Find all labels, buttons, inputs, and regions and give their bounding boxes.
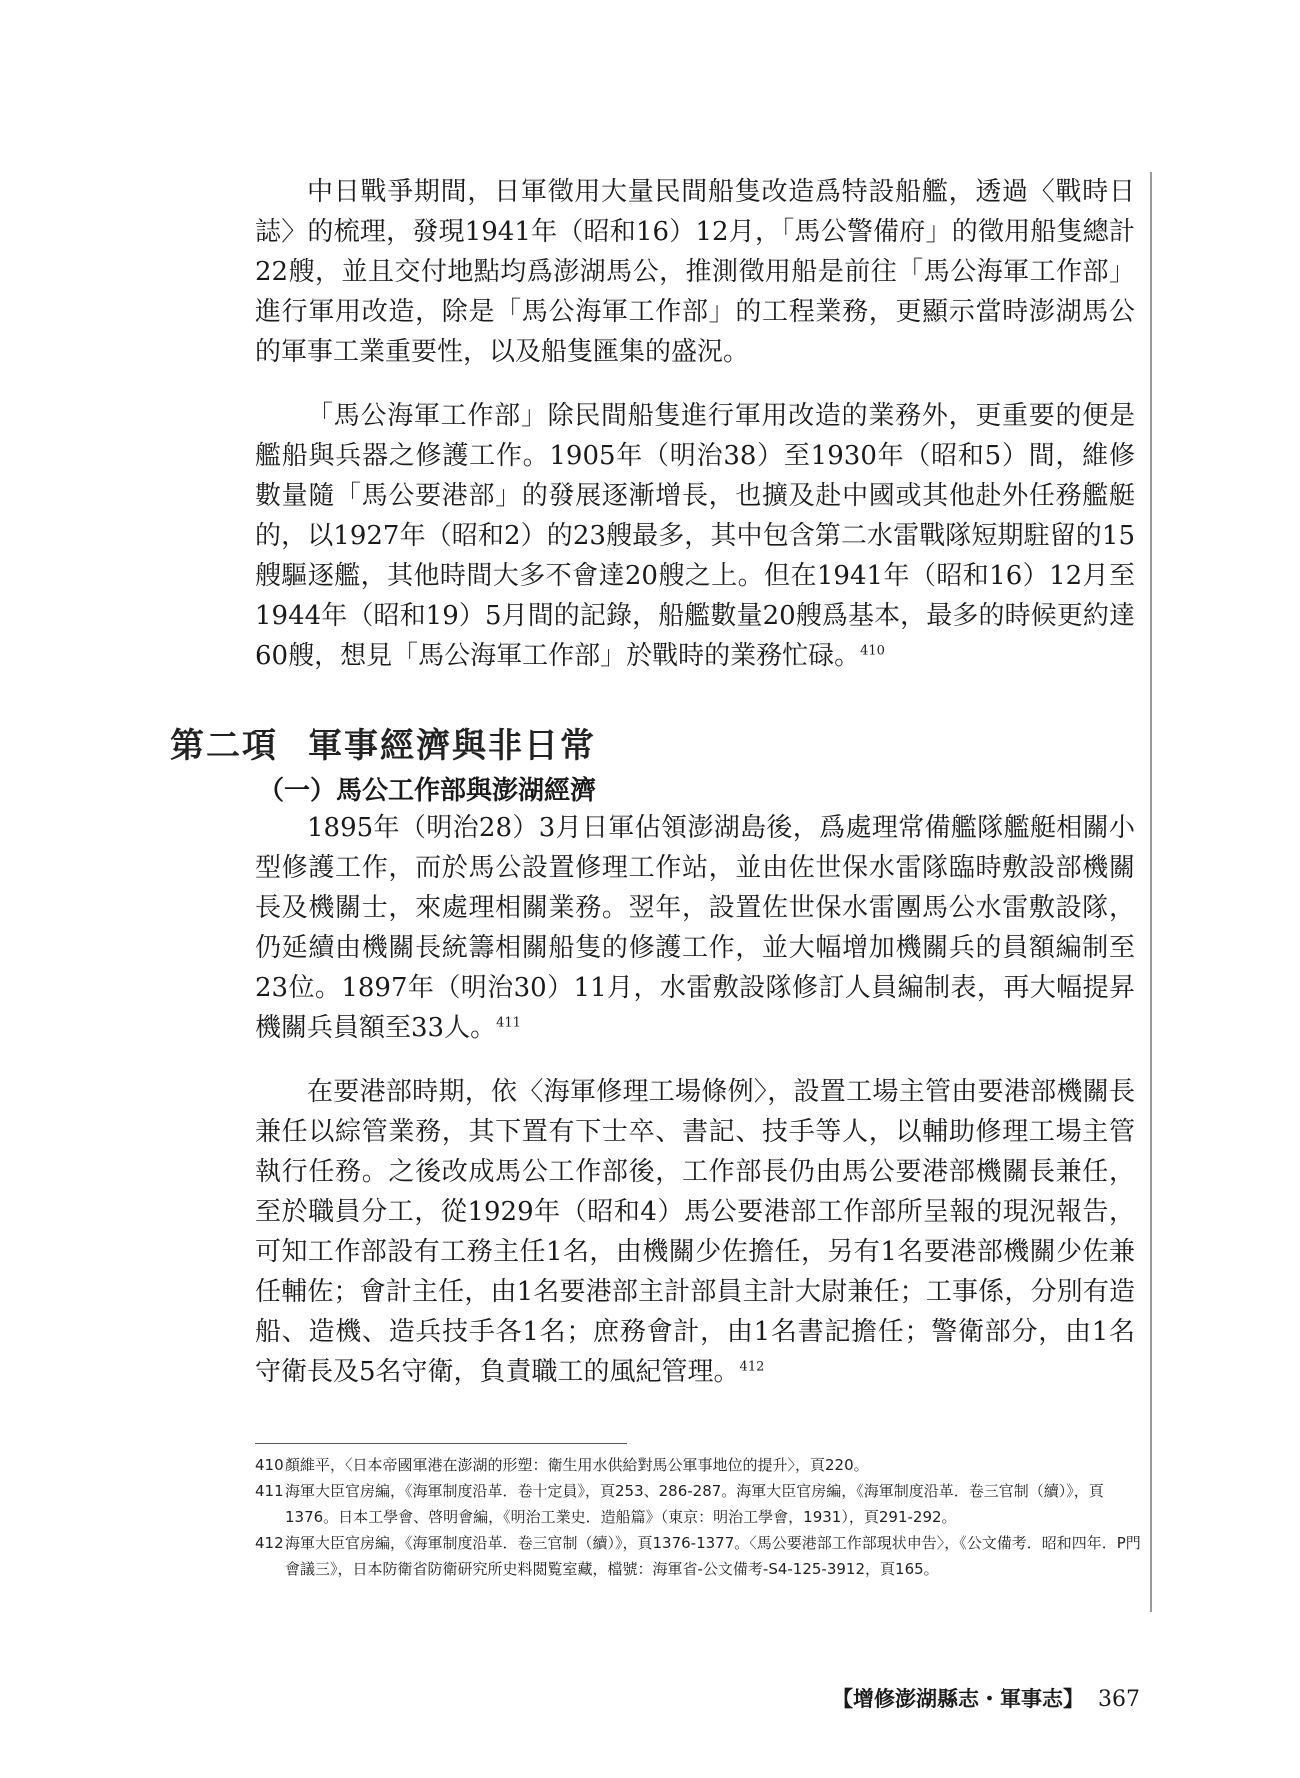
footnote-text: 海軍大臣官房編，《海軍制度沿革．卷十定員》，頁253、286-287。海軍大臣官房編，《海軍制度沿革．卷三官制（續）》，頁1376。日本工學會、啓明會編，《明治工業史．造船篇》（東京：明治工學會，1931），頁291-292。 <box>285 1482 1104 1526</box>
footnote-ref-412: 412 <box>739 1359 765 1375</box>
book-title: 【增修澎湖縣志・軍事志】 <box>832 1686 1084 1711</box>
margin-rule <box>1150 172 1152 1612</box>
paragraph-4 <box>255 1072 1135 1392</box>
footnote-number: 412 <box>255 1534 284 1552</box>
footnote-text: 海軍大臣官房編，《海軍制度沿革．卷三官制（續）》，頁1376-1377。〈馬公要港部工作部現状申告〉，《公文備考．昭和四年．P門會議三》，日本防衛省防衛研究所史料閲覧室藏，檔號：海軍省-公文備考-S4-125-3912，頁165。 <box>285 1534 1141 1578</box>
footnote-411 <box>255 1478 1145 1530</box>
subsection-heading: （一）馬公工作部與澎湖經濟 <box>258 776 597 806</box>
section-number: 第二項 <box>170 726 278 766</box>
paragraph-2-text: 「馬公海軍工作部」除民間船隻進行軍用改造的業務外，更重要的便是艦船與兵器之修護工作。1905年（明治38）至1930年（昭和5）間，維修數量隨「馬公要港部」的發展逐漸增長，也擴及赴中國或其他赴外任務艦艇的，以1927年（昭和2）的23艘最多，其中包含第二水雷戰隊短期駐留的15艘驅逐艦，其他時間大多不會達20艘之上。但在1941年（昭和16）12月至1944年（昭和19）5月間的記錄，船艦數量20艘爲基本，最多的時候更約達60艘，想見「馬公海軍工作部」於戰時的業務忙碌。 <box>255 401 1135 671</box>
paragraph-3-text: 1895年（明治28）3月日軍佔領澎湖島後，爲處理常備艦隊艦艇相關小型修護工作，而於馬公設置修理工作站，並由佐世保水雷隊臨時敷設部機關長及機關士，來處理相關業務。翌年，設置佐世保水雷團馬公水雷敷設隊，仍延續由機關長統籌相關船隻的修護工作，並大幅增加機關兵的員額編制至23位。1897年（明治30）11月，水雷敷設隊修訂人員編制表，再大幅提昇機關兵員額至33人。 <box>255 813 1135 1043</box>
page-number: 367 <box>1098 1687 1140 1712</box>
page-footer <box>832 1683 1140 1713</box>
footnote-ref-411: 411 <box>496 1015 521 1031</box>
section-title: 軍事經濟與非日常 <box>308 726 596 766</box>
paragraph-2 <box>255 396 1135 676</box>
footnote-412 <box>255 1530 1145 1582</box>
footnote-number: 411 <box>255 1482 284 1500</box>
footnote-separator <box>255 1443 627 1444</box>
paragraph-3 <box>255 808 1135 1048</box>
paragraph-1-text: 中日戰爭期間，日軍徵用大量民間船隻改造爲特設船艦，透過〈戰時日誌〉的梳理，發現1941年（昭和16）12月，「馬公警備府」的徵用船隻總計22艘，並且交付地點均爲澎湖馬公，推測徵用船是前往「馬公海軍工作部」進行軍用改造，除是「馬公海軍工作部」的工程業務，更顯示當時澎湖馬公的軍事工業重要性，以及船隻匯集的盛況。 <box>255 177 1135 367</box>
paragraph-1 <box>255 172 1135 372</box>
paragraph-4-text: 在要港部時期，依〈海軍修理工場條例〉，設置工場主管由要港部機關長兼任以綜管業務，其下置有下士卒、書記、技手等人，以輔助修理工場主管執行任務。之後改成馬公工作部後，工作部長仍由馬公要港部機關長兼任，至於職員分工，從1929年（昭和4）馬公要港部工作部所呈報的現況報告，可知工作部設有工務主任1名，由機關少佐擔任，另有1名要港部機關少佐兼任輔佐；會計主任，由1名要港部主計部員主計大尉兼任；工事係，分別有造船、造機、造兵技手各1名；庶務會計，由1名書記擔任；警衛部分，由1名守衛長及5名守衛，負責職工的風紀管理。 <box>255 1077 1135 1387</box>
section-heading <box>170 718 596 767</box>
footnotes <box>255 1452 1145 1582</box>
footnote-text: 顏維平，〈日本帝國軍港在澎湖的形塑：衛生用水供給對馬公軍事地位的提升〉，頁220。 <box>285 1456 869 1474</box>
footnote-number: 410 <box>255 1456 284 1474</box>
footnote-410 <box>255 1452 1145 1478</box>
footnote-ref-410: 410 <box>860 643 885 659</box>
